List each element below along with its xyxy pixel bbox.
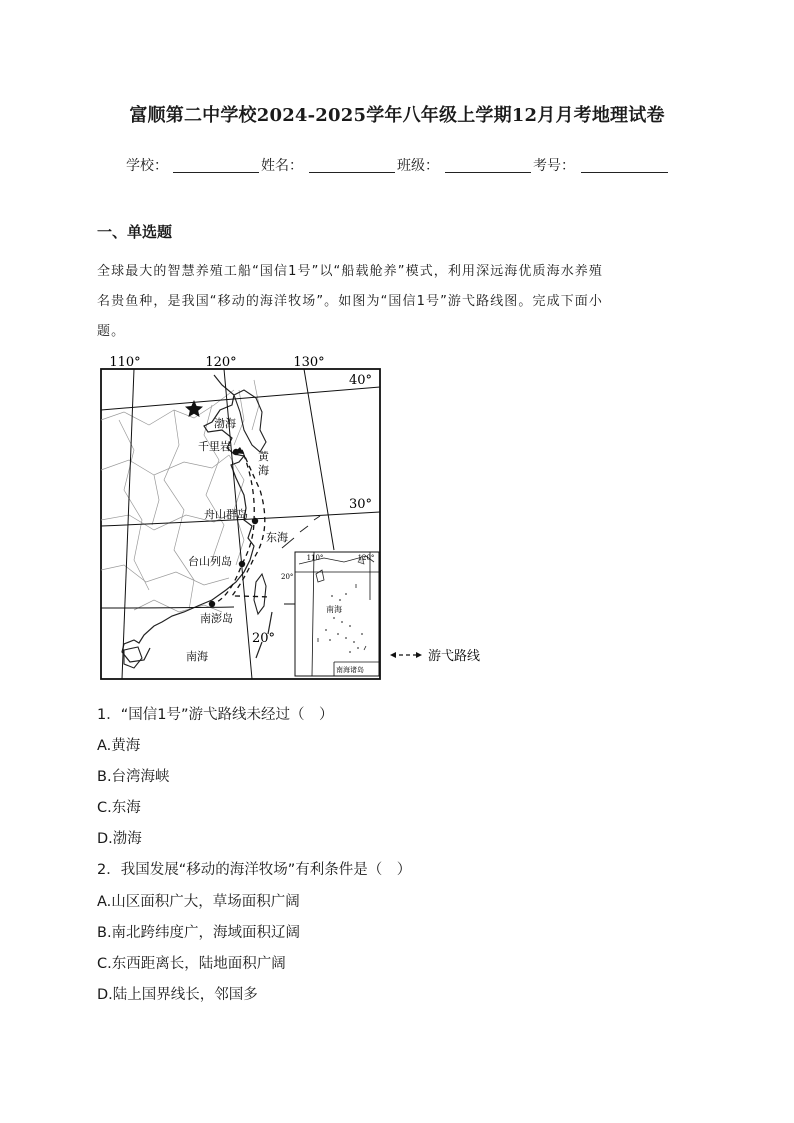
school-label: 学校： [126, 158, 168, 174]
lon-label-110: 110° [109, 355, 141, 370]
name-blank[interactable] [309, 172, 395, 173]
q2-option-b[interactable]: B.南北跨纬度广，海域面积辽阔 [97, 925, 301, 941]
label-south-sea: 南海 [186, 650, 208, 663]
exam-number-blank[interactable] [581, 172, 668, 173]
intro-line-3: 题。 [97, 324, 126, 339]
legend-label: 游弋路线 [428, 649, 481, 664]
exam-number-label: 考号： [533, 158, 575, 174]
q1-option-a[interactable]: A.黄海 [97, 738, 141, 754]
map-legend [390, 648, 480, 664]
question-2-stem: 2．我国发展“移动的海洋牧场”有利条件是（ ） [97, 862, 412, 878]
inset-caption: 南海诸岛 [336, 666, 364, 674]
school-blank[interactable] [173, 172, 259, 173]
point-qianliyan [233, 449, 239, 455]
section-heading: 一、单选题 [97, 223, 173, 241]
south-china-sea-inset [281, 552, 379, 676]
lat-label-30: 30° [349, 497, 373, 512]
q2-option-c[interactable]: C.东西距离长，陆地面积广阔 [97, 956, 286, 972]
q2-option-a[interactable]: A.山区面积广大，草场面积广阔 [97, 894, 300, 910]
label-zhoushan: 舟山群岛 [204, 508, 248, 521]
intro-line-2: 名贵鱼种，是我国“移动的海洋牧场”。如图为“国信1号”游弋路线图。完成下面小 [97, 294, 604, 309]
point-taishan [239, 561, 245, 567]
point-nanpeng [209, 601, 215, 607]
inset-lon-120: 120° [357, 554, 375, 562]
q2-option-d[interactable]: D.陆上国界线长，邻国多 [97, 987, 258, 1003]
q1-option-d[interactable]: D.渤海 [97, 831, 142, 847]
inset-lon-110: 110° [306, 554, 324, 562]
lat-label-20: 20° [252, 631, 276, 646]
label-sea: 海 [258, 464, 269, 477]
q1-option-c[interactable]: C.东海 [97, 800, 141, 816]
label-bohai: 渤海 [214, 417, 236, 430]
inset-sea-label: 南海 [326, 605, 342, 614]
intro-line-1: 全球最大的智慧养殖工船“国信1号”以“船载舱养”模式，利用深远海优质海水养殖 [97, 264, 604, 279]
route-map [94, 350, 504, 685]
class-label: 班级： [397, 158, 439, 174]
exam-title: 富顺第二中学校2024-2025学年八年级上学期12月月考地理试卷 [129, 105, 665, 126]
label-nanpeng: 南澎岛 [200, 612, 233, 625]
label-yellow: 黄 [258, 450, 269, 463]
label-east-sea: 东海 [266, 531, 288, 544]
lon-label-120: 120° [205, 355, 237, 370]
question-1-stem: 1．“国信1号”游弋路线未经过（ ） [97, 707, 334, 723]
class-blank[interactable] [445, 172, 531, 173]
point-zhoushan [252, 518, 258, 524]
label-taishan: 台山列岛 [188, 555, 232, 568]
lon-label-130: 130° [293, 355, 325, 370]
q1-option-b[interactable]: B.台湾海峡 [97, 769, 170, 785]
lat-label-40: 40° [349, 373, 373, 388]
name-label: 姓名： [261, 158, 303, 174]
label-qianliyan: 千里岩 [198, 440, 231, 453]
inset-lat-20: 20° [281, 573, 294, 581]
